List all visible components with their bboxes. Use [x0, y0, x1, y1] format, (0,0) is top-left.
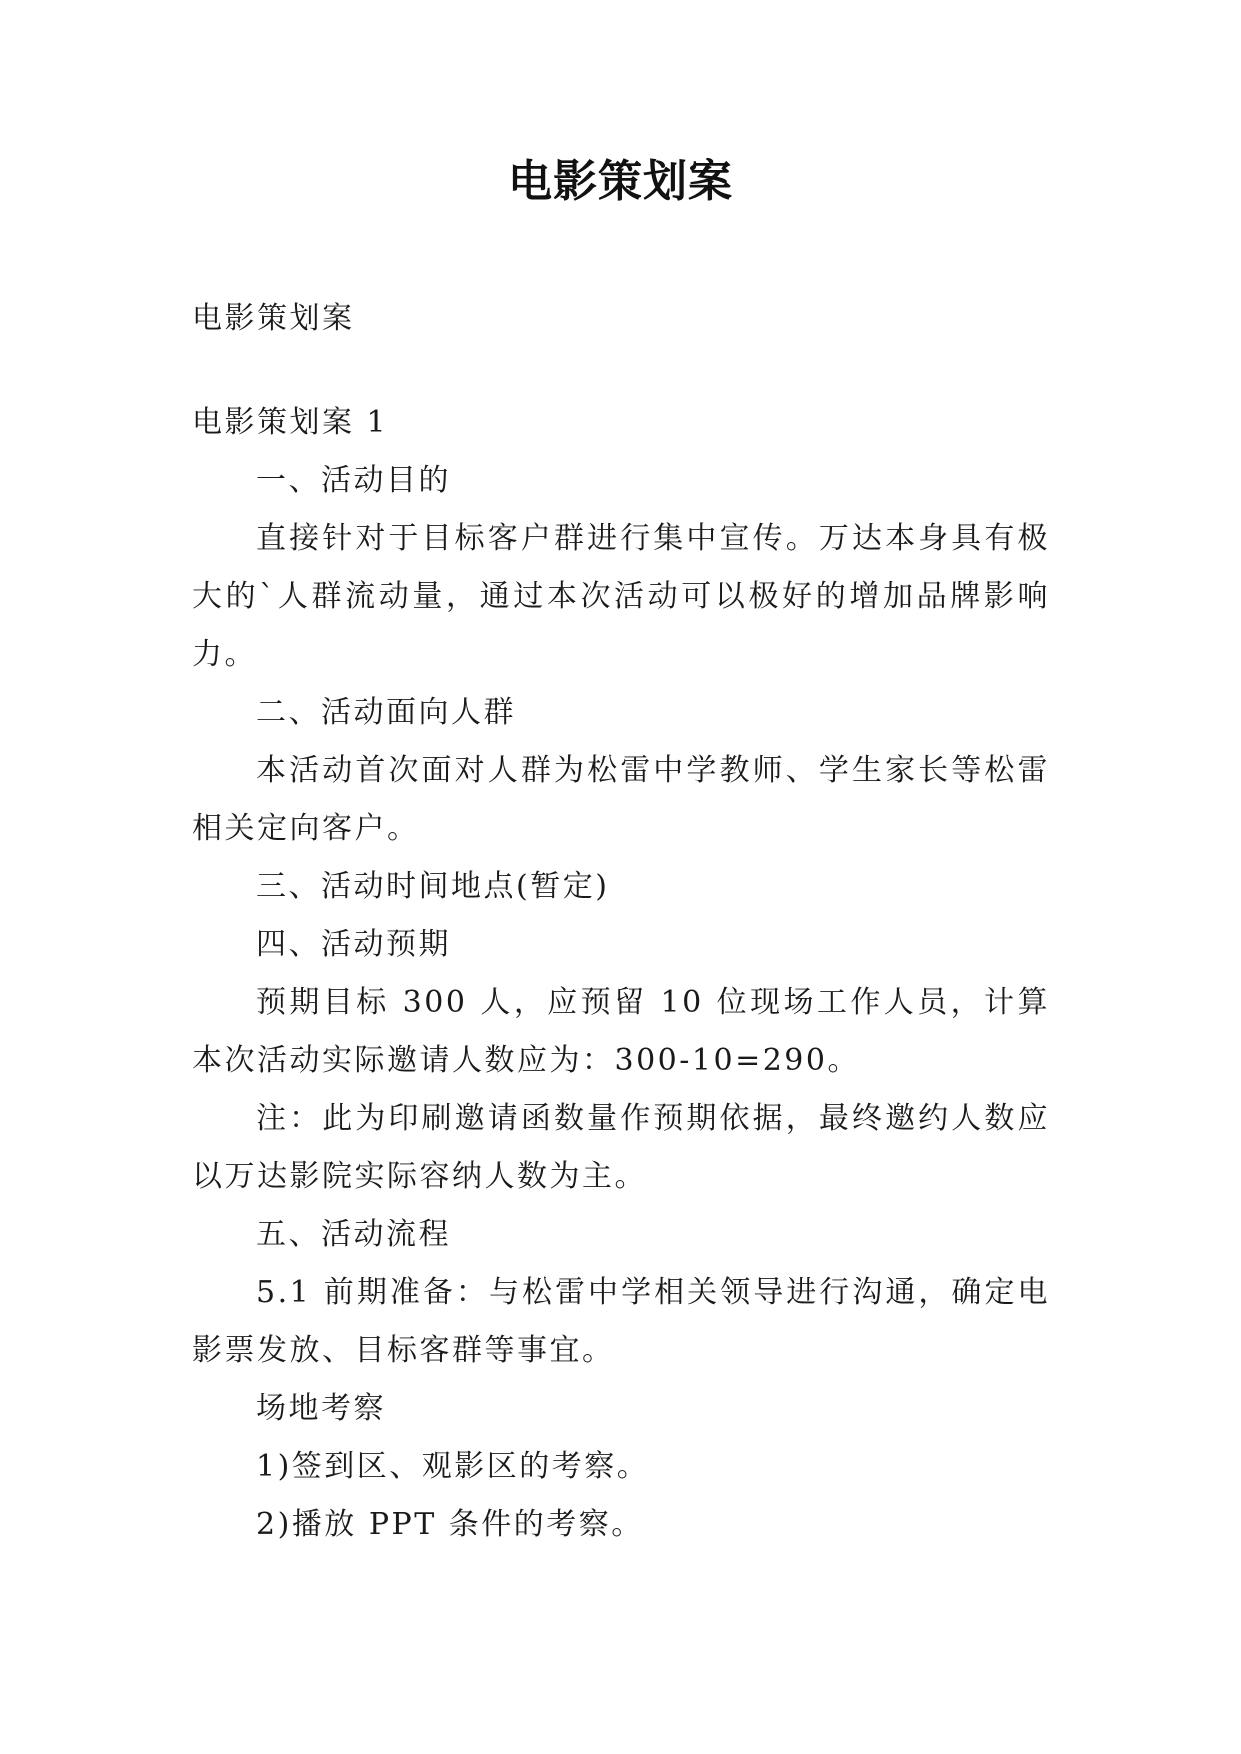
paragraph-heading-purpose: 一、活动目的: [256, 463, 451, 498]
paragraph-purpose: 直接针对于目标客户群进行集中宣传。万达本身具有极大的`人群流动量，通过本次活动可以极好的增加品牌影响力。: [192, 521, 1050, 672]
list-item-checkin-area: 1)签到区、观影区的考察。: [256, 1449, 650, 1484]
list-item-ppt-conditions: 2)播放 PPT 条件的考察。: [256, 1507, 644, 1542]
document-subtitle: 电影策划案: [192, 301, 355, 336]
paragraph-heading-time-place: 三、活动时间地点(暂定): [256, 869, 610, 904]
document-title: 电影策划案: [508, 156, 733, 207]
paragraph-heading-process: 五、活动流程: [256, 1217, 451, 1252]
paragraph-preparation: 5.1 前期准备：与松雷中学相关领导进行沟通，确定电影票发放、目标客群等事宜。: [192, 1275, 1050, 1368]
paragraph-note: 注：此为印刷邀请函数量作预期依据，最终邀约人数应以万达影院实际容纳人数为主。: [192, 1101, 1050, 1194]
paragraph-audience: 本活动首次面对人群为松雷中学教师、学生家长等松雷相关定向客户。: [192, 753, 1050, 846]
paragraph-site-inspection: 场地考察: [256, 1391, 386, 1426]
section-heading: 电影策划案 1: [192, 405, 389, 440]
paragraph-heading-audience: 二、活动面向人群: [256, 695, 516, 730]
paragraph-heading-expectation: 四、活动预期: [256, 927, 451, 962]
document-body: [192, 290, 1050, 1554]
paragraph-expectation: 预期目标 300 人，应预留 10 位现场工作人员，计算本次活动实际邀请人数应为：300-10=290。: [192, 985, 1050, 1078]
